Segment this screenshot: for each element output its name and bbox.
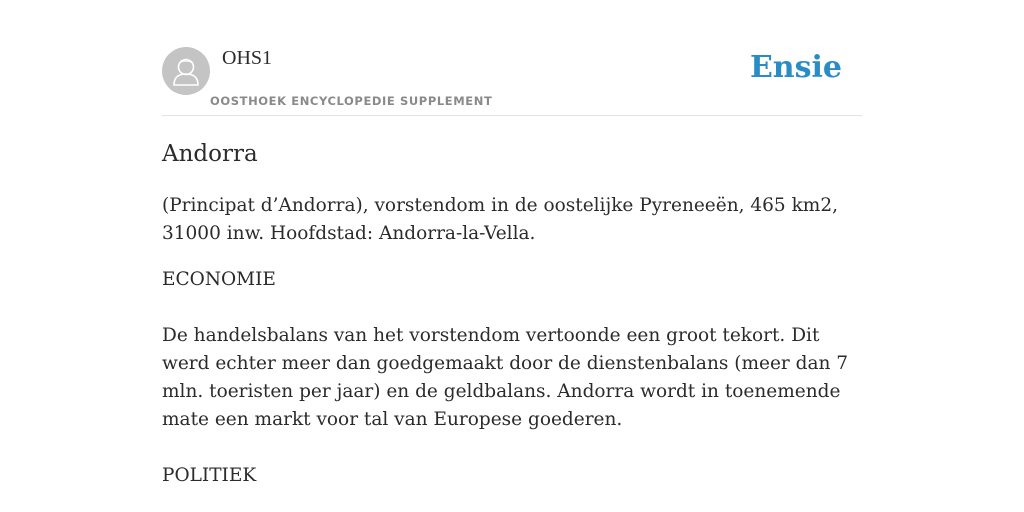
header: [162, 0, 862, 116]
page: [162, 0, 862, 512]
user-avatar-icon: [162, 47, 210, 95]
site-logo[interactable]: Ensie: [749, 50, 842, 85]
author-avatar[interactable]: [162, 47, 210, 95]
section-body-economie: De handelsbalans van het vorstendom vertoonde een groot tekort. Dit werd echter meer dan goedgemaakt door de dienstenbalans (meer dan 7 mln. toeristen per jaar) en de geldbalans. Andorra wordt in toenemende mate een markt voor tal van Europese goederen.: [162, 325, 849, 430]
article-content: [162, 192, 862, 490]
section-heading-politiek: POLITIEK: [162, 465, 257, 486]
article-intro: (Principat d’Andorra), vorstendom in de oostelijke Pyreneeën, 465 km2, 31000 inw. Hoofdstad: Andorra-la-Vella.: [162, 195, 838, 244]
author-name[interactable]: OHS1: [222, 47, 273, 69]
section-heading-economie: ECONOMIE: [162, 269, 276, 290]
article-title: Andorra: [162, 141, 258, 167]
source-link[interactable]: OOSTHOEK ENCYCLOPEDIE SUPPLEMENT: [210, 94, 493, 108]
